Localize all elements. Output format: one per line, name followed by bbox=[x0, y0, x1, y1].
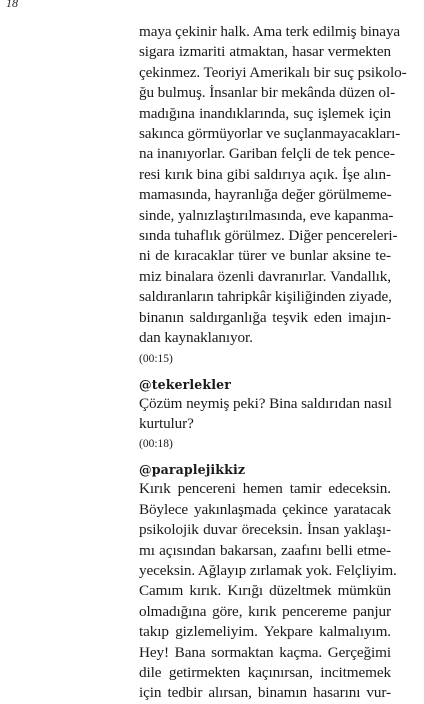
text-line: olmadığına göre, kırık pencereme panjur bbox=[139, 602, 391, 620]
narrative-paragraph bbox=[139, 22, 407, 367]
text-line: binanın saldırganlığa teşvik eden imajın- bbox=[139, 308, 391, 326]
text-line: mı açısından bakarsan, zaafını belli etme- bbox=[139, 541, 391, 559]
text-line: Çözüm neymiş peki? Bina saldırıdan nasıl bbox=[139, 394, 392, 412]
page-number: 18 bbox=[6, 0, 18, 10]
text-column bbox=[139, 22, 407, 704]
text-line: takıp gizlemeliyim. Yekpare kalmalıyım. bbox=[139, 623, 391, 641]
text-line: mamasında, hayranlığa değer görülmeme- bbox=[139, 186, 392, 204]
text-line: ğu bulmuş. İnsanlar bir mekânda düzen ol- bbox=[139, 84, 396, 102]
text-line: için tedbir alırsan, binamın hasarını vur- bbox=[139, 684, 391, 702]
text-line: ni de kıracaklar türer ve bunlar aksine te- bbox=[139, 247, 391, 265]
text-line: Camım kırık. Kırığı düzeltmek mümkün bbox=[139, 582, 391, 600]
text-line: sında tuhaflık görülmez. Diğer pencereleri- bbox=[139, 227, 398, 245]
message-timestamp: (00:18) bbox=[139, 438, 173, 451]
text-line: Böylece yakınlaşmada çekince yaratacak bbox=[139, 500, 391, 518]
text-line: psikolojik duvar öreceksin. İnsan yaklaşı- bbox=[139, 521, 391, 539]
username-handle: @tekerlekler bbox=[139, 376, 231, 392]
text-line: sigara izmariti atmaktan, hasar vermekten bbox=[139, 43, 391, 61]
text-line: kurtulur? bbox=[139, 414, 194, 432]
text-line: saldıranların tahripkâr kişiliğinden ziyade, bbox=[139, 288, 392, 306]
text-line: sinde, yalnızlaştırılmasında, eve kapanma- bbox=[139, 206, 394, 224]
text-line: na inanıyorlar. Gariban felçli de tek pence- bbox=[139, 145, 395, 163]
text-line: miz binalara özenli davranırlar. Vandallık, bbox=[139, 267, 391, 285]
text-line: dile getirmekten kaçınırsan, incitmemek bbox=[139, 663, 391, 681]
message-tekerlekler bbox=[139, 375, 391, 453]
text-line: çekinmez. Teoriyi Amerikalı bir suç psikolo- bbox=[139, 63, 407, 81]
text-line: dan kaynaklanıyor. bbox=[139, 329, 253, 347]
text-line: sakınca görmüyorlar ve suçlanmayacakları- bbox=[139, 125, 401, 143]
text-line: resi kırık bina gibi saldırıya açık. İşe alın- bbox=[139, 165, 391, 183]
message-timestamp: (00:15) bbox=[139, 352, 173, 365]
text-line: madığına inandıklarında, suç işlemek için bbox=[139, 104, 391, 122]
text-line: Kırık pencereni hemen tamir edeceksin. bbox=[139, 480, 391, 498]
text-line: yeceksin. Ağlayıp zırlamak yok. Felçliyim. bbox=[139, 561, 397, 579]
text-line: Hey! Bana sormaktan kaçma. Gerçeğimi bbox=[139, 643, 391, 661]
message-paraplejikkiz bbox=[139, 460, 397, 703]
text-line: maya çekinir halk. Ama terk edilmiş binaya bbox=[139, 23, 401, 40]
username-handle: @paraplejikkiz bbox=[139, 462, 246, 478]
